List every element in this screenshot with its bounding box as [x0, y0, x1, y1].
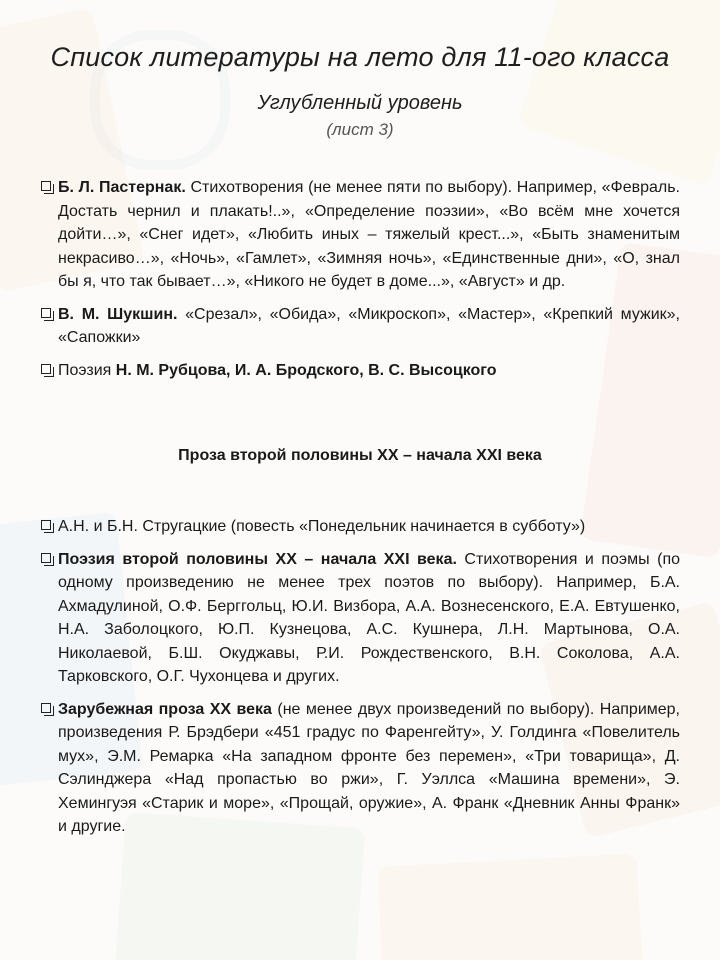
- section-heading: Проза второй половины XX – начала XXI века: [178, 447, 542, 464]
- checkbox-icon: [41, 364, 51, 374]
- item-text: А.Н. и Б.Н. Стругацкие (повесть «Понедельник начинается в субботу»): [58, 518, 586, 535]
- list-item: [40, 176, 680, 294]
- item-heading: Зарубежная проза XX века: [58, 700, 272, 718]
- item-prefix: Поэзия: [58, 361, 116, 379]
- checkbox-icon: [41, 553, 51, 563]
- list-item: [40, 359, 680, 383]
- page-subtitle: Углубленный уровень: [257, 92, 463, 114]
- item-heading: Поэзия второй половины XX – начала XXI века.: [58, 550, 457, 568]
- reading-list-top: [40, 176, 680, 382]
- checkbox-icon: [41, 703, 51, 713]
- list-item: [40, 515, 680, 539]
- author-name: В. М. Шукшин.: [58, 305, 178, 323]
- checkbox-icon: [41, 520, 51, 530]
- item-text: «Срезал», «Обида», «Микроскоп», «Мастер», «Крепкий мужик», «Сапожки»: [58, 305, 680, 346]
- checkbox-icon: [41, 308, 51, 318]
- list-item: [40, 698, 680, 839]
- checkbox-icon: [41, 181, 51, 191]
- author-name: Б. Л. Пастернак.: [58, 179, 186, 196]
- reading-list-bottom: [40, 515, 680, 839]
- author-names: Н. М. Рубцова, И. А. Бродского, В. С. Высоцкого: [115, 361, 497, 379]
- item-text: (не менее двух произведений по выбору). Например, произведения Р. Брэдбери «451 градус по Фаренгейту», У. Голдинга «Повелитель мух», Э.М. Ремарка «На западном фронте без перемен», «Три товарища», Д. Сэлинджера «Над пропастью во ржи», Г. Уэллса «Машина времени», Э. Хемингуэя «Старик и море», «Прощай, оружие», А. Франк «Дневник Анны Франк» и другие.: [58, 700, 680, 835]
- item-text: Стихотворения (не менее пяти по выбору). Например, «Февраль. Достать чернил и плакать!..», «Определение поэзии», «Во всём мне хочется дойти…», «Снег идет», «Любить иных – тяжелый крест...», «Быть знаменитым некрасиво…», «Ночь», «Гамлет», «Зимняя ночь», «Единственные дни», «О, знал бы я, что так бывает…», «Никого не будет в доме...», «Август» и др.: [58, 179, 680, 290]
- sheet-number: (лист 3): [326, 120, 394, 139]
- list-item: [40, 548, 680, 689]
- list-item: [40, 303, 680, 350]
- page-title: Список литературы на лето для 11-ого класса: [50, 42, 670, 72]
- item-text: Стихотворения и поэмы (по одному произведению не менее трех поэтов по выбору). Например, Б.А. Ахмадулиной, О.Ф. Берггольц, Ю.И. Визбора, А.А. Вознесенского, Е.А. Евтушенко, Н.А. Заболоцкого, Ю.П. Кузнецова, А.С. Кушнера, Л.Н. Мартынова, О.А. Николаевой, Б.Ш. Окуджавы, Р.И. Рождественского, В.Н. Соколова, А.А. Тарковского, О.Г. Чухонцева и других.: [58, 550, 681, 685]
